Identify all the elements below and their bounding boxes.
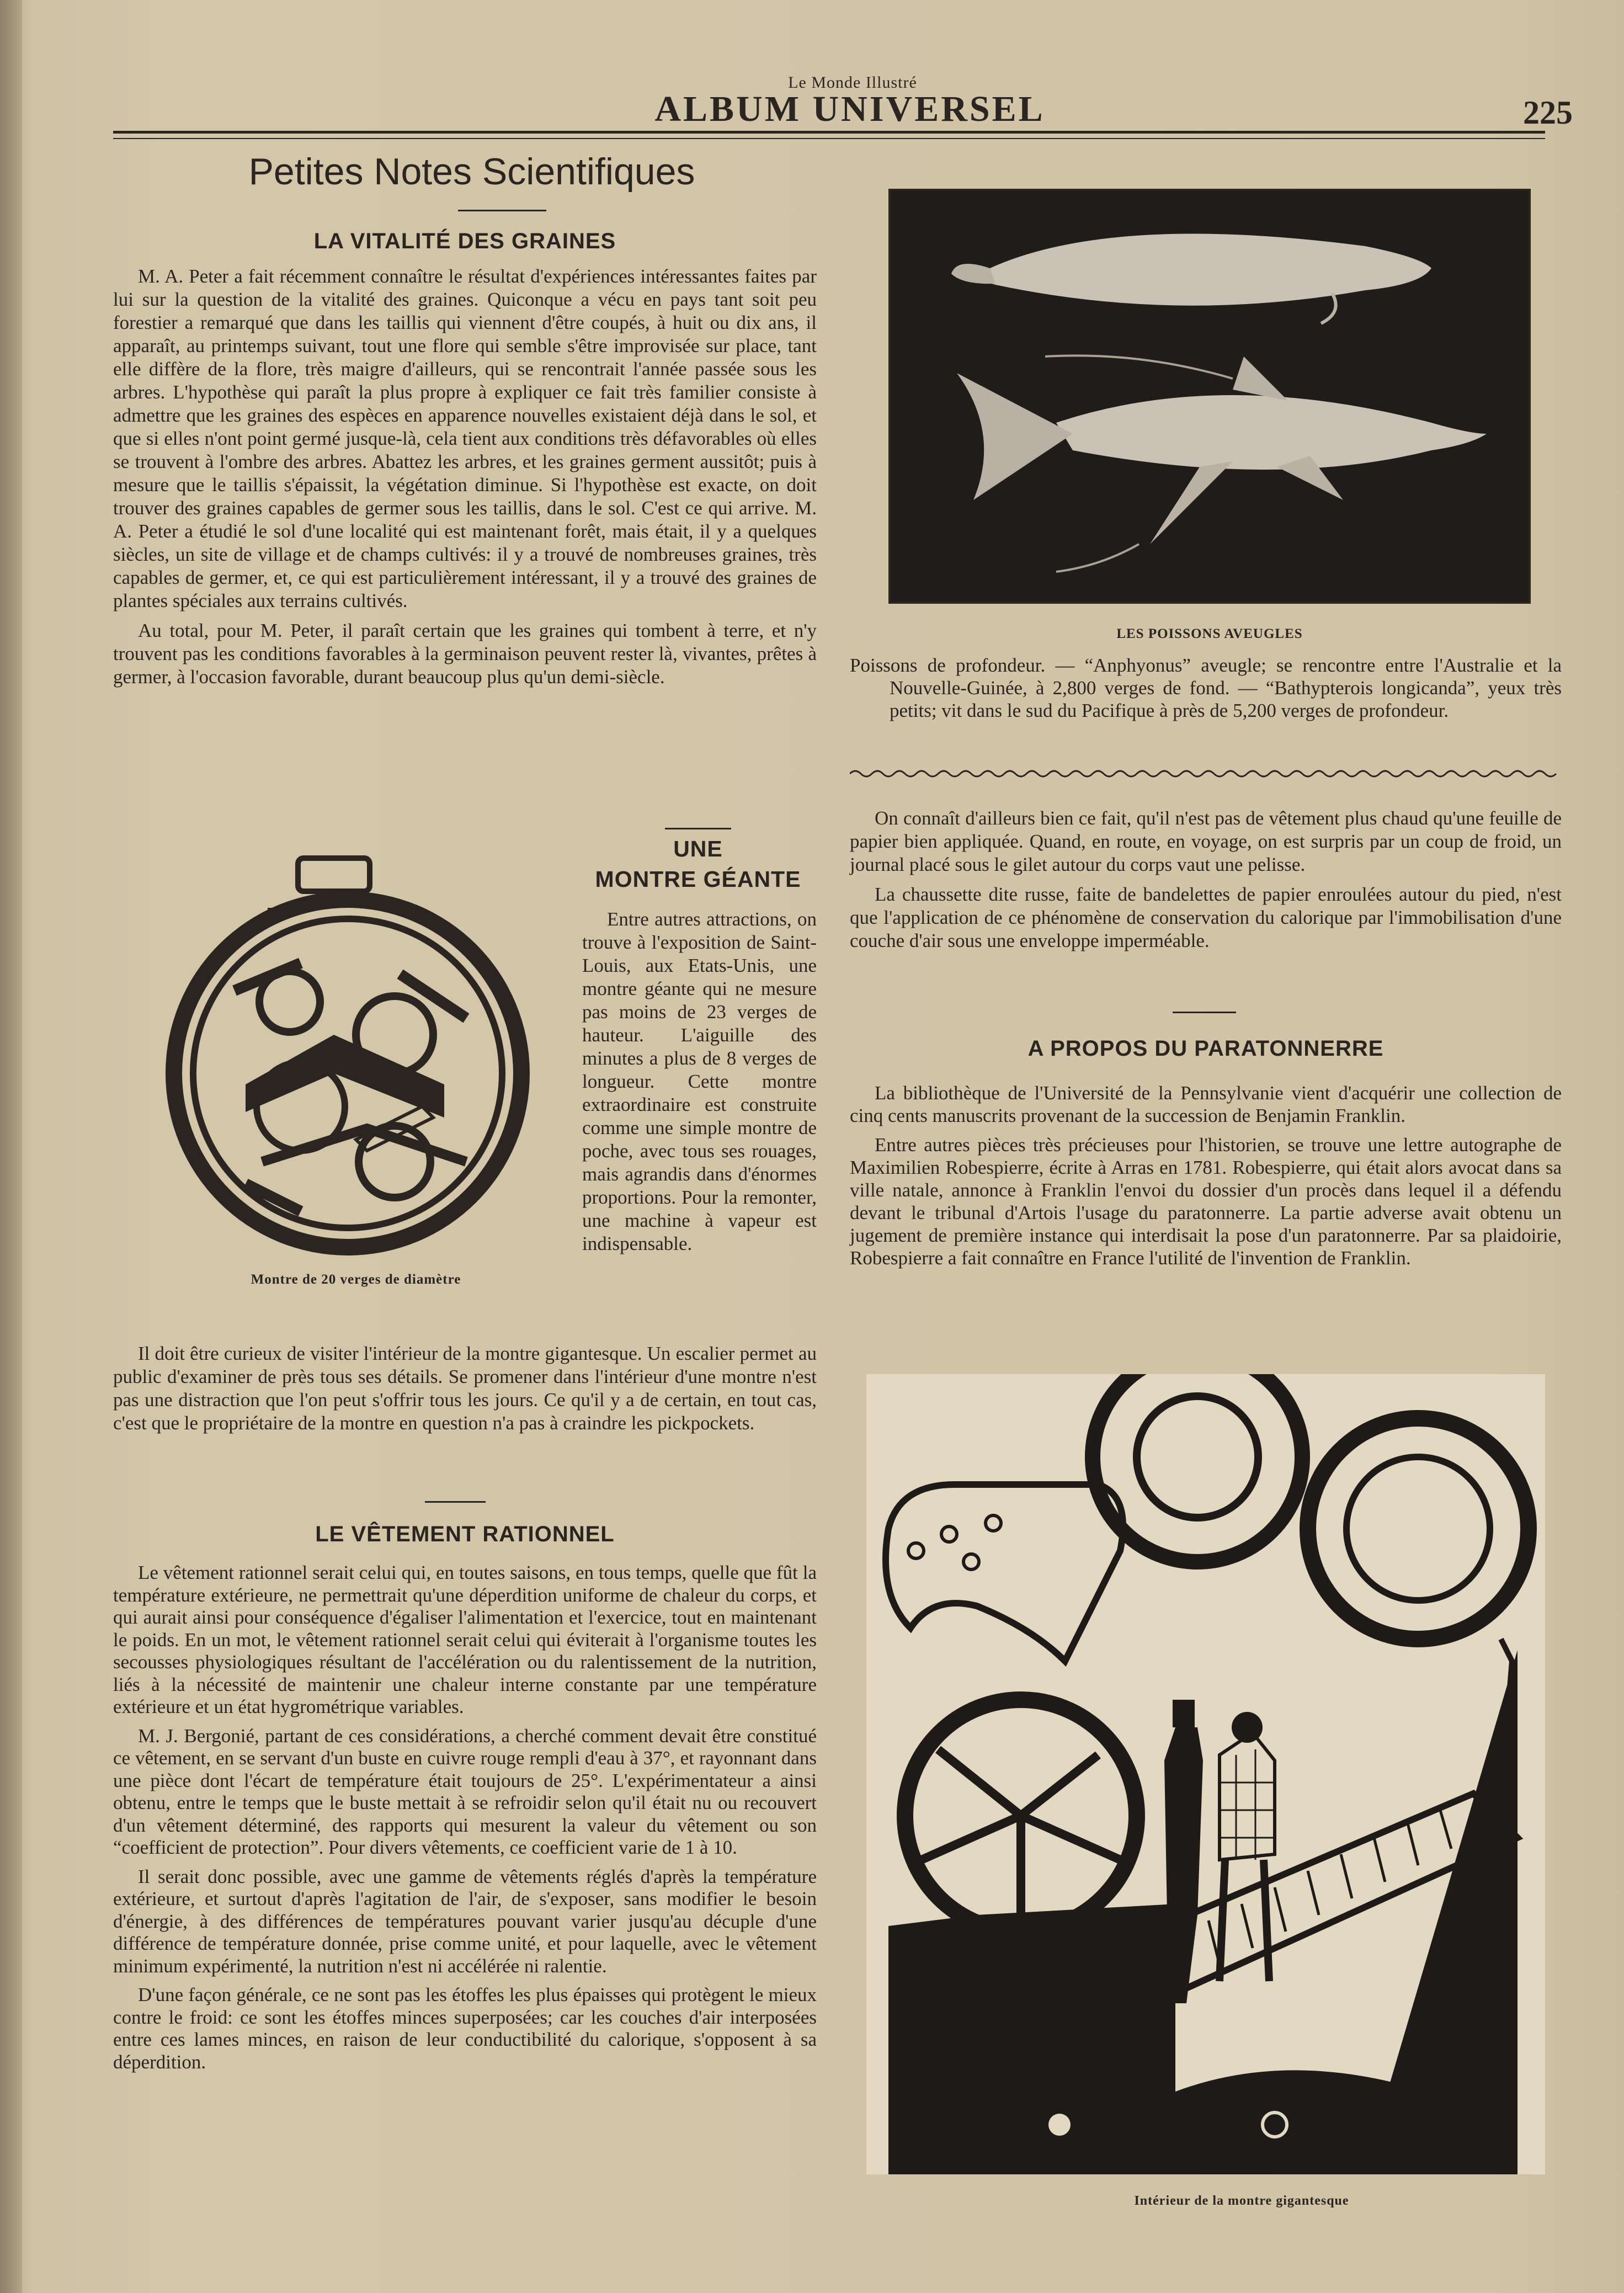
blind-fish-illustration: [888, 189, 1531, 604]
paragraph: Poissons de profondeur. — “Anphyonus” aveugle; se rencontre entre l'Australie et la Nouvelle-Guinée, à 2,800 verges de fond. — “Bathypterois longicanda”, yeux très petits; vit dans le sud du Pacifique à près de 5,200 verges de profondeur.: [850, 655, 1562, 721]
paragraph: La bibliothèque de l'Université de la Pennsylvanie vient d'acquérir une collection de cinq cents manuscrits provenant de la succession de Benjamin Franklin.: [850, 1082, 1562, 1126]
article-vitalite: [113, 265, 817, 689]
paragraph: Il doit être curieux de visiter l'intérieur de la montre gigantesque. Un escalier permet au public d'examiner de près tous ses détails. Se promener dans l'intérieur d'une montre n'est pas une distraction que l'on peut s'offrir tous les jours. Ce qu'il y a de certain, en tout cas, c'est que le propriétaire de la montre en question n'a pas à craindre les pickpockets.: [113, 1343, 817, 1434]
wavy-divider: [850, 767, 1562, 780]
paragraph: La chaussette dite russe, faite de bandelettes de papier enroulées autour du pied, n'est que l'application de ce phénomène de conservation du calorique par l'immobilisation d'une couche d'air sous une enveloppe imperméable.: [850, 884, 1562, 951]
section-title: Petites Notes Scientifiques: [248, 151, 695, 193]
article-montre-bottom: [113, 1342, 817, 1435]
header-rule-thick: [113, 131, 1545, 134]
paragraph: Entre autres pièces très précieuses pour l'historien, se trouve une lettre autographe de Maximilien Robespierre, écrite à Arras en 1781. Robespierre, qui était alors avocat dans sa ville natale, annonce à Franklin l'envoi du dossier d'un procès dans lequel il a défendu devant le tribunal d'Artois l'usage du paratonnerre. La partie adverse avait obtenu un jugement de première instance qui interdisait la pose d'un paratonnerre. Par sa plaidoirie, Robespierre a fait connaître en France l'utilité de l'invention de Franklin.: [850, 1134, 1562, 1269]
paragraph: Au total, pour M. Peter, il paraît certain que les graines qui tombent à terre, et n'y trouvent pas les conditions favorables à la germinaison peuvent rester là, vivantes, prêtes à germer, à l'occasion favorable, durant beaucoup plus qu'un demi-siècle.: [113, 620, 817, 688]
paragraph: Entre autres attractions, on trouve à l'exposition de Saint-Louis, aux Etats-Unis, une montre géante qui ne mesure pas moins de 23 verges de hauteur. L'aiguille des minutes a plus de 8 verges de longueur. Cette montre extraordinaire est construite comme une simple montre de poche, avec tous ses rouages, mais agrandis dans d'énormes proportions. Pour la remonter, une machine à vapeur est indispensable.: [582, 908, 817, 1254]
giant-watch-illustration: [135, 853, 560, 1272]
binding-spine: [0, 0, 22, 2293]
page-number: 225: [1523, 94, 1573, 131]
paragraph: Il serait donc possible, avec une gamme de vêtements réglés d'après la température extérieure, et surtout d'après l'agitation de l'air, de s'exposer, sans modifier le besoin d'énergie, à des différences de températures pouvant varier jusqu'au décuple d'une différence de température donnée, prise comme unité, et pour laquelle, avec le vêtement minimum expérimenté, la nutrition n'est ni accélérée ni ralentie.: [113, 1865, 817, 1977]
heading-vitalite: LA VITALITÉ DES GRAINES: [313, 229, 616, 253]
section-title-rule: [458, 210, 546, 211]
paragraph: M. J. Bergonié, partant de ces considérations, a cherché comment devait être constitué ce vêtement, en se servant d'un buste en cuivre rouge rempli d'eau à 37°, et rayonnant dans une pièce dont l'écart de température était toujours de 25°. L'expérimentateur a ainsi obtenu, entre le temps que le buste mettait à se refroidir selon qu'il était nu ou recouvert d'un vêtement déterminé, des rapports qui mesurent la valeur du vêtement ou son “coefficient de protection”. Pour divers vêtements, ce coefficient varie de 1 à 10.: [113, 1725, 817, 1858]
caption-poissons: LES POISSONS AVEUGLES: [1116, 626, 1303, 641]
article-paratonnerre: [850, 1082, 1562, 1269]
article-vetement: [113, 1562, 817, 2073]
article-feuille: [850, 807, 1562, 953]
masthead-title: ALBUM UNIVERSEL: [654, 89, 1045, 129]
divider-rule: [665, 828, 731, 829]
divider-rule: [425, 1501, 486, 1503]
article-montre-side: [582, 908, 817, 1255]
heading-montre-line1: UNE: [673, 836, 723, 861]
paragraph: Le vêtement rationnel serait celui qui, en toutes saisons, en tous temps, quelle que fût la température extérieure, ne permettrait qu'une déperdition uniforme de chaleur du corps, et qui aurait ainsi pour conséquence d'égaliser l'alimentation et l'exercice, tout en maintenant le poids. En un mot, le vêtement rationnel serait celui qui éviterait à l'organisme toutes les secousses physiologiques résultant de l'accélération ou du ralentissement de la nutrition, liés à la nécessité de maintenir une chaleur interne constante par une température extérieure et un état hygrométrique variables.: [113, 1562, 817, 1717]
masthead-subtitle: Le Monde Illustré: [788, 73, 917, 92]
heading-paratonnerre: A PROPOS DU PARATONNERRE: [1027, 1036, 1384, 1061]
paragraph: M. A. Peter a fait récemment connaître le résultat d'expériences intéressantes faites par lui sur la question de la vitalité des graines. Quiconque a vécu en pays tant soit peu forestier a remarqué que dans les taillis qui viennent d'être coupés, à huit ou dix ans, il apparaît, au printemps suivant, tout une flore qui semble s'être improvisée sur place, tant elle diffère de la flore, très maigre d'ailleurs, qui se rencontrait l'année passée sous les arbres. L'hypothèse qui paraît la plus propre à expliquer ce fait très familier consiste à admettre que les graines des espèces en apparence nouvelles existaient déjà dans le sol, et que si elles n'ont point germé jusque-là, cela tient aux conditions très défavorables où elles se trouvent à l'ombre des arbres. Abattez les arbres, et les graines germent aussitôt; puis à mesure que le taillis s'épaissit, la végétation diminue. Si l'hypothèse est exacte, on doit trouver des graines capables de germer sous les taillis, dans le sol. C'est ce qui arrive. M. A. Peter a étudié le sol d'une localité qui est maintenant forêt, mais était, il y a quelques siècles, un site de village et de champs cultivés: il y a trouvé de nombreuses graines, très capables de germer, et, ce qui est particulièrement intéressant, il y a trouvé des graines de plantes spéciales aux terrains cultivés.: [113, 265, 817, 611]
heading-vetement: LE VÊTEMENT RATIONNEL: [315, 1522, 615, 1546]
paragraph: On connaît d'ailleurs bien ce fait, qu'il n'est pas de vêtement plus chaud qu'une feuille de papier bien appliquée. Quand, en route, en voyage, on est surpris par un coup de froid, un journal placé sous le gilet autour du corps vaut une pelisse.: [850, 807, 1562, 875]
header-rule-thin: [113, 138, 1545, 139]
heading-montre-line2: MONTRE GÉANTE: [595, 866, 801, 892]
caption-interieur: Intérieur de la montre gigantesque: [1134, 2194, 1349, 2208]
watch-interior-illustration: [866, 1374, 1545, 2174]
divider-rule: [1173, 1012, 1236, 1013]
caption-montre: Montre de 20 verges de diamètre: [251, 1272, 461, 1287]
article-poissons: [850, 654, 1562, 722]
paragraph: D'une façon générale, ce ne sont pas les étoffes les plus épaisses qui protègent le mieux contre le froid: ce sont les étoffes minces superposées; car les couches d'air interposées entre ces lames minces, en raison de leur conductibilité du calorique, s'opposent à sa déperdition.: [113, 1984, 817, 2073]
